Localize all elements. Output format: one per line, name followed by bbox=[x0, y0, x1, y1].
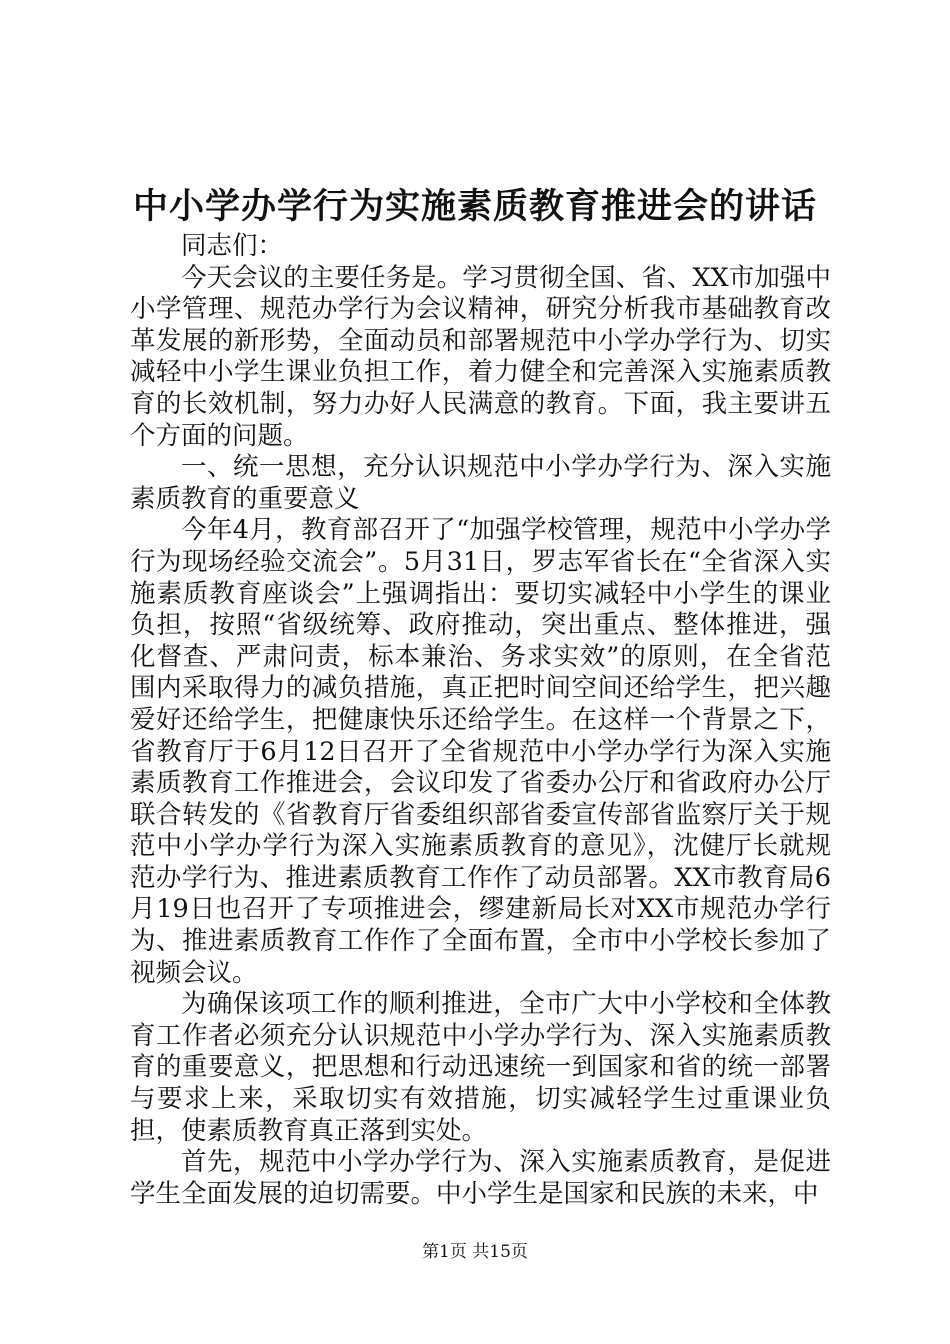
body-paragraph: 为确保该项工作的顺利推进，全市广大中小学校和全体教育工作者必须充分认识规范中小学办学行为、深入实施素质教育的重要意义，把思想和行动迅速统一到国家和省的统一部署与要求上来，采取切实有效措施，切实减轻学生过重课业负担，使素质教育真正落到实处。 bbox=[130, 989, 831, 1146]
body-paragraph: 今年4月，教育部召开了“加强学校管理，规范中小学办学行为现场经验交流会”。5月31日，罗志军省长在“全省深入实施素质教育座谈会”上强调指出：要切实减轻中小学生的课业负担，按照“省级统筹、政府推动，突出重点、整体推进，强化督查、严肃问责，标本兼治、务求实效”的原则，在全省范围内采取得力的减负措施，真正把时间空间还给学生，把兴趣爱好还给学生，把健康快乐还给学生。在这样一个背景之下，省教育厅于6月12日召开了全省规范中小学办学行为深入实施素质教育工作推进会，会议印发了省委办公厅和省政府办公厅联合转发的《省教育厅省委组织部省委宣传部省监察厅关于规范中小学办学行为深入实施素质教育的意见》，沈健厅长就规范办学行为、推进素质教育工作作了动员部署。XX市教育局6月19日也召开了专项推进会，缪建新局长对XX市规范办学行为、推进素质教育工作作了全面布置，全市中小学校长参加了视频会议。 bbox=[130, 515, 831, 988]
section-heading: 一、统一思想，充分认识规范中小学办学行为、深入实施素质教育的重要意义 bbox=[130, 452, 831, 514]
page-number-label: 第1页 共15页 bbox=[422, 1242, 528, 1262]
body-paragraph: 首先，规范中小学办学行为、深入实施素质教育，是促进学生全面发展的迫切需要。中小学生是国家和民族的未来，中 bbox=[130, 1147, 831, 1209]
document-title: 中小学办学行为实施素质教育推进会的讲话 bbox=[132, 186, 817, 227]
document-body bbox=[130, 231, 831, 1210]
body-paragraph: 今天会议的主要任务是。学习贯彻全国、省、XX市加强中小学管理、规范办学行为会议精神，研究分析我市基础教育改革发展的新形势，全面动员和部署规范中小学办学行为、切实减轻中小学生课业负担工作，着力健全和完善深入实施素质教育的长效机制，努力办好人民满意的教育。下面，我主要讲五个方面的问题。 bbox=[130, 262, 831, 451]
salutation-paragraph: 同志们： bbox=[181, 231, 284, 261]
page-footer bbox=[0, 1241, 950, 1263]
